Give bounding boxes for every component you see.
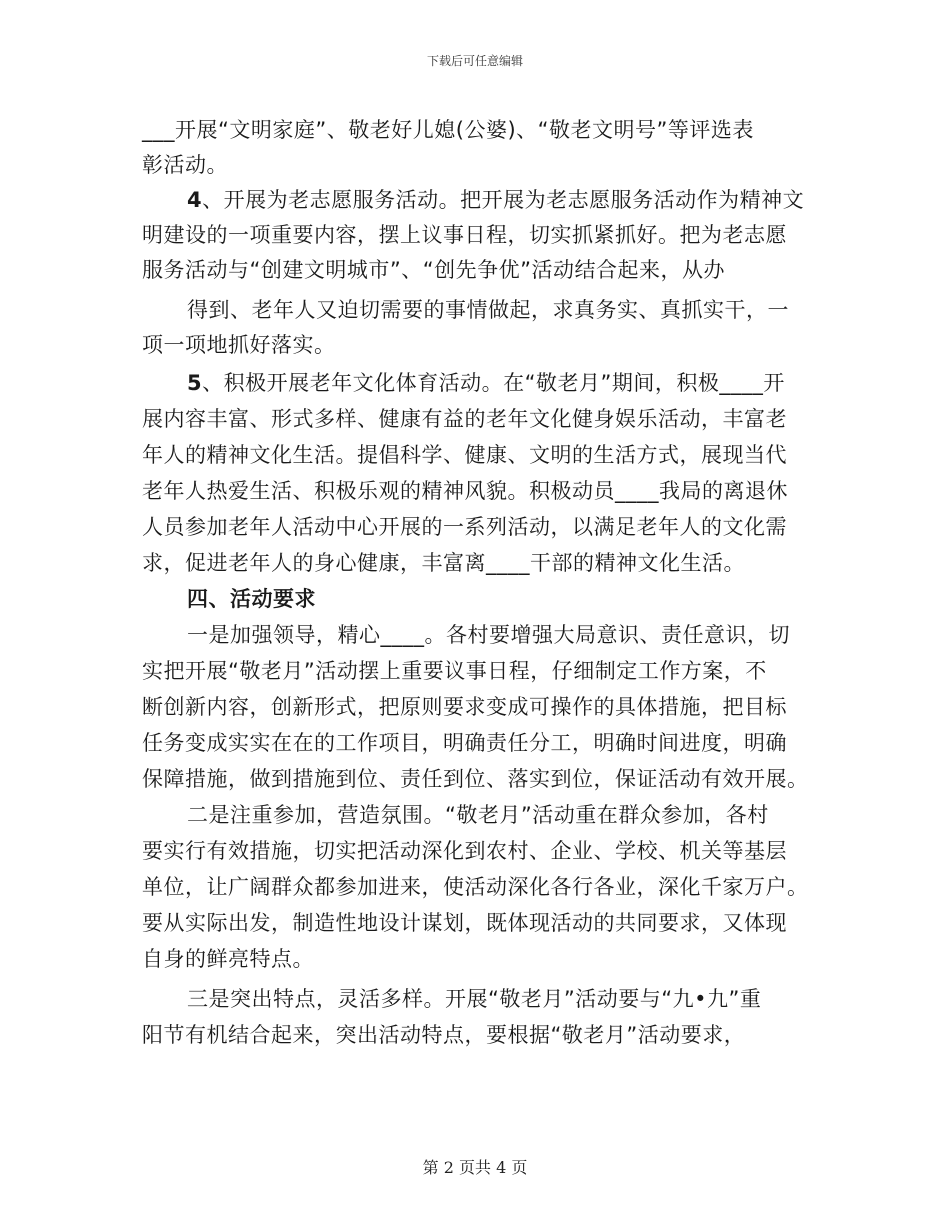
- paragraph-line: 阳节有机结合起来，突出活动特点，要根据“敬老月”活动要求，: [142, 1023, 746, 1047]
- paragraph-line: 断创新内容，创新形式，把原则要求变成可操作的具体措施，把目标: [142, 695, 787, 719]
- paragraph-line: 得到、老年人又迫切需要的事情做起，求真务实、真抓实干，一: [187, 298, 789, 322]
- section-heading: 四、活动要求: [187, 587, 316, 611]
- paragraph-line: 服务活动与“创建文明城市”、“创先争优”活动结合起来，从办: [142, 258, 726, 282]
- item-number: 4: [187, 188, 203, 212]
- paragraph-line: 实把开展“敬老月”活动摆上重要议事日程，仔细制定工作方案，不: [142, 659, 767, 683]
- paragraph-line: 要实行有效措施，切实把活动深化到农村、企业、学校、机关等基层: [142, 839, 787, 863]
- paragraph-line: 二是注重参加，营造氛围。“敬老月”活动重在群众参加，各村: [187, 803, 769, 827]
- paragraph-line: 明建设的一项重要内容，摆上议事日程，切实抓紧抓好。把为老志愿: [142, 223, 787, 247]
- item-number: 5: [187, 371, 203, 395]
- paragraph-line: 求，促进老年人的身心健康，丰富离____干部的精神文化生活。: [142, 551, 745, 575]
- paragraph-line: [187, 185, 867, 215]
- paragraph-line: 一是加强领导，精心____。各村要增强大局意识、责任意识，切: [187, 623, 790, 647]
- paragraph-line: 自身的鲜亮特点。: [142, 947, 314, 971]
- paragraph-line: 保障措施，做到措施到位、责任到位、落实到位，保证活动有效开展。: [142, 767, 809, 791]
- paragraph-line: 任务变成实实在在的工作项目，明确责任分工，明确时间进度，明确: [142, 731, 787, 755]
- paragraph-line: 彰活动。: [142, 153, 228, 177]
- item-text: 、积极开展老年文化体育活动。在“敬老月”期间，积极____开: [202, 371, 785, 395]
- paragraph-line: 人员参加老年人活动中心开展的一系列活动，以满足老年人的文化需: [142, 515, 787, 539]
- item-text: 、开展为老志愿服务活动。把开展为老志愿服务活动作为精神文: [202, 188, 805, 212]
- page-footer: 第 2 页共 4 页: [422, 1158, 528, 1177]
- paragraph-line: 年人的精神文化生活。提倡科学、健康、文明的生活方式，展现当代: [142, 443, 787, 467]
- paragraph-line: 项一项地抓好落实。: [142, 333, 336, 357]
- paragraph-line: 单位，让广阔群众都参加进来，使活动深化各行各业，深化千家万户。: [142, 875, 809, 899]
- paragraph-line: 三是突出特点，灵活多样。开展“敬老月”活动要与“九•九”重: [187, 987, 762, 1011]
- paragraph-line: 要从实际出发，制造性地设计谋划，既体现活动的共同要求，又体现: [142, 911, 787, 935]
- paragraph-line: 老年人热爱生活、积极乐观的精神风貌。积极动员____我局的离退休: [142, 479, 788, 503]
- paragraph-line: ___开展“文明家庭”、敬老好儿媳(公婆)、“敬老文明号”等评选表: [142, 118, 754, 142]
- paragraph-line: [187, 368, 867, 398]
- page-header: 下载后可任意编辑: [426, 54, 523, 68]
- paragraph-line: 展内容丰富、形式多样、健康有益的老年文化健身娱乐活动，丰富老: [142, 407, 787, 431]
